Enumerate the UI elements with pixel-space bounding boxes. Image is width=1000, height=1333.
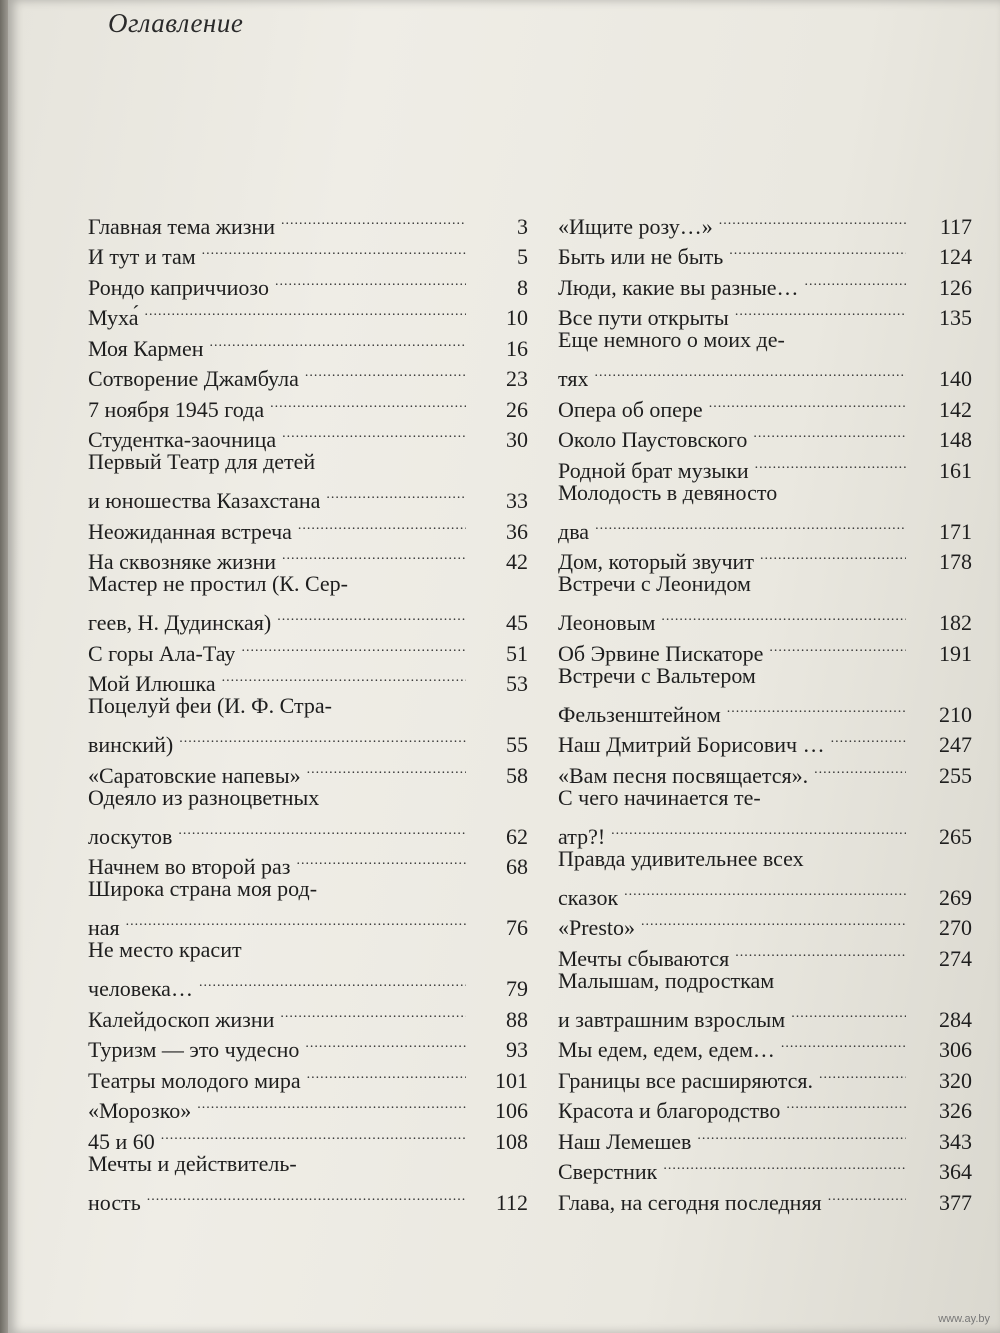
toc-entry-title: На сквозняке жизни	[88, 549, 277, 574]
toc-page-number: 135	[939, 305, 972, 330]
dot-leader	[241, 630, 466, 661]
toc-entry	[88, 600, 528, 635]
dot-leader	[298, 508, 466, 539]
toc-entry	[88, 1149, 528, 1180]
toc-page-number: 8	[517, 274, 528, 300]
dot-leader	[594, 356, 906, 387]
dot-leader	[326, 478, 466, 509]
toc-entry	[558, 966, 972, 997]
toc-entry-title: «Ищите розу…»	[558, 213, 713, 239]
toc-page-number: 140	[939, 366, 972, 391]
dot-leader	[760, 539, 906, 570]
toc-entry-title: Красота и благородство	[558, 1098, 781, 1123]
dot-leader	[729, 234, 906, 265]
toc-page-number: 33	[506, 488, 528, 513]
toc-entry-title: Встречи с Леонидом	[558, 571, 751, 596]
dot-leader	[595, 508, 906, 539]
dot-leader	[307, 752, 466, 783]
dot-leader	[786, 1088, 906, 1119]
toc-entry-title: Муха́	[88, 305, 139, 330]
toc-page-number: 112	[495, 1189, 528, 1215]
toc-entry-title: Калейдоскоп жизни	[88, 1006, 275, 1032]
toc-entry	[558, 600, 972, 635]
dot-leader	[697, 1118, 906, 1149]
dot-leader	[197, 1088, 466, 1119]
toc-entry-title: Дом, который звучит	[558, 549, 754, 574]
toc-page-number: 124	[939, 244, 972, 269]
dot-leader	[210, 325, 467, 356]
toc-entry-title: Малышам, подросткам	[558, 967, 775, 993]
dot-leader	[305, 1027, 466, 1058]
toc-entry-title: Мечты сбываются	[558, 945, 730, 971]
toc-page-number: 270	[939, 915, 972, 940]
toc-entry-title: Не место красит	[88, 937, 242, 962]
dot-leader	[663, 1149, 906, 1180]
dot-leader	[611, 813, 906, 844]
dot-leader	[282, 417, 466, 448]
dot-leader	[624, 874, 906, 905]
toc-entry-title: Около Паустовского	[558, 427, 748, 452]
toc-page-number: 320	[939, 1067, 972, 1093]
toc-entry	[88, 295, 528, 330]
toc-page-number: 26	[506, 396, 528, 422]
toc-entry-title: Фельзенштейном	[558, 701, 721, 727]
toc-entry-title: Еще немного о моих де-	[558, 327, 785, 352]
toc-entry-title: 45 и 60	[88, 1128, 155, 1154]
toc-entry-title: С чего начинается те-	[558, 784, 761, 810]
toc-entry-title: два	[558, 518, 590, 544]
toc-entry-title: Родной брат музыки	[558, 457, 749, 483]
toc-entry	[558, 478, 972, 509]
dot-leader	[275, 264, 466, 295]
dot-leader	[781, 1027, 906, 1058]
watermark: www.ay.by	[938, 1313, 990, 1325]
dot-leader	[282, 539, 466, 570]
dot-leader	[307, 1057, 466, 1088]
toc-page-number: 55	[506, 732, 528, 757]
dot-leader	[805, 264, 907, 295]
toc-page-number: 343	[939, 1128, 972, 1154]
toc-page-number: 68	[506, 854, 528, 879]
toc-entry-title: Неожиданная встреча	[88, 518, 292, 544]
toc-page-number: 210	[939, 701, 972, 727]
toc-entry-title: Туризм — это чудесно	[88, 1037, 300, 1062]
toc-page-number: 16	[506, 335, 528, 361]
toc-entry-title: Быть или не быть	[558, 244, 724, 269]
toc-entry-title: «Саратовские напевы»	[88, 762, 301, 788]
dot-leader	[819, 1057, 906, 1088]
toc-page-number: 178	[939, 549, 972, 574]
dot-leader	[199, 966, 466, 997]
toc-entry	[558, 203, 972, 239]
toc-entry-title: Рондо каприччиозо	[88, 274, 269, 300]
toc-entry	[558, 386, 972, 422]
toc-entry-title: Мастер не простил (К. Сер-	[88, 571, 348, 596]
toc-page-number: 101	[495, 1067, 528, 1093]
toc-entry	[558, 539, 972, 574]
toc-entry-title: Мы едем, едем, едем…	[558, 1037, 775, 1062]
toc-entry-title: Широка страна моя род-	[88, 876, 318, 901]
dot-leader	[709, 386, 906, 417]
toc-entry-title: ная	[88, 915, 120, 940]
toc-entry-title: ность	[88, 1189, 141, 1215]
toc-entry-title: Глава, на сегодня последняя	[558, 1189, 822, 1215]
toc-page-number: 182	[939, 610, 972, 635]
toc-entry-title: «Морозко»	[88, 1098, 192, 1123]
toc-entry-title: Мечты и действитель-	[88, 1150, 297, 1176]
toc-entry-title: и юношества Казахстана	[88, 488, 321, 513]
toc-entry	[558, 844, 972, 875]
toc-page-number: 30	[506, 427, 528, 452]
toc-page-number: 377	[939, 1189, 972, 1215]
toc-entry	[558, 905, 972, 940]
toc-page-number: 88	[506, 1006, 528, 1032]
dot-leader	[179, 722, 466, 753]
toc-entry	[558, 996, 972, 1032]
toc-entry-title: тях	[558, 366, 589, 391]
toc-entry	[558, 569, 972, 600]
toc-entry	[88, 569, 528, 600]
toc-entry-title: Леоновым	[558, 610, 656, 635]
toc-page-number: 108	[495, 1128, 528, 1154]
dot-leader	[202, 234, 466, 265]
toc-page-number: 148	[939, 427, 972, 452]
toc-entry-title: Границы все расширяются.	[558, 1067, 814, 1093]
dot-leader	[281, 203, 466, 234]
toc-page-number: 58	[506, 762, 528, 788]
dot-leader	[280, 996, 466, 1027]
toc-entry-title: Поцелуй феи (И. Ф. Стра-	[88, 693, 332, 718]
toc-column-right	[558, 203, 972, 1215]
toc-entry	[88, 874, 528, 905]
toc-page-number: 247	[939, 732, 972, 757]
dot-leader	[161, 1118, 466, 1149]
toc-page-number: 255	[939, 762, 972, 788]
toc-entry-title: Первый Театр для детей	[88, 449, 316, 474]
toc-entry	[558, 691, 972, 727]
toc-page-number: 274	[939, 945, 972, 971]
toc-entry-title: Сверстник	[558, 1159, 658, 1184]
dot-leader	[147, 1179, 466, 1210]
toc-page-number: 36	[506, 518, 528, 544]
toc-entry-title: сказок	[558, 884, 619, 910]
toc-entry-title: Начнем во второй раз	[88, 854, 291, 879]
dot-leader	[661, 600, 906, 631]
toc-entry-title: Мой Илюшка	[88, 671, 216, 696]
toc-entry	[88, 447, 528, 478]
toc-page-number: 191	[939, 640, 972, 666]
toc-page-number: 117	[939, 213, 972, 239]
toc-entry-title: 7 ноября 1945 года	[88, 396, 265, 422]
dot-leader	[753, 417, 906, 448]
dot-leader	[305, 356, 466, 387]
dot-leader	[814, 752, 906, 783]
toc-entry-title: и завтрашним взрослым	[558, 1006, 786, 1032]
dot-leader	[178, 813, 466, 844]
toc-entry-title: И тут и там	[88, 244, 196, 269]
toc-entry-title: геев, Н. Дудинская)	[88, 610, 272, 635]
toc-page-number: 76	[506, 915, 528, 940]
toc-entry	[558, 508, 972, 544]
toc-page-number: 51	[506, 640, 528, 666]
toc-entry-title: лоскутов	[88, 823, 173, 849]
dot-leader	[145, 295, 467, 326]
toc-entry-title: Театры молодого мира	[88, 1067, 301, 1093]
toc-page-number: 10	[506, 305, 528, 330]
toc-entry-title: Об Эрвине Пискаторе	[558, 640, 764, 666]
toc-entry	[88, 478, 528, 513]
toc-entry-title: Опера об опере	[558, 396, 703, 422]
toc-entry	[88, 966, 528, 1001]
toc-page-number: 23	[506, 366, 528, 391]
toc-entry-title: Наш Дмитрий Борисович …	[558, 732, 825, 757]
toc-entry-title: Наш Лемешев	[558, 1128, 692, 1154]
dot-leader	[755, 447, 906, 478]
toc-entry-title: Главная тема жизни	[88, 213, 275, 239]
toc-column-left	[88, 203, 528, 1215]
toc-page-number: 126	[939, 274, 972, 300]
toc-entry	[558, 874, 972, 910]
toc-entry-title: Моя Кармен	[88, 335, 204, 361]
toc-page-number: 364	[939, 1159, 972, 1184]
toc-page-number: 3	[517, 213, 528, 239]
dot-leader	[831, 722, 906, 753]
toc-entry-title: Люди, какие вы разные…	[558, 274, 799, 300]
toc-page-number: 142	[939, 396, 972, 422]
dot-leader	[791, 996, 906, 1027]
toc-page-number: 106	[495, 1098, 528, 1123]
toc-page-number: 53	[506, 671, 528, 696]
dot-leader	[126, 905, 466, 936]
toc-entry	[88, 783, 528, 814]
toc-entry	[558, 661, 972, 692]
toc-entry	[88, 325, 528, 361]
toc-entry	[88, 691, 528, 722]
toc-entry-title: Все пути открыты	[558, 305, 729, 330]
dot-leader	[222, 661, 466, 692]
dot-leader	[828, 1179, 906, 1210]
toc-entry	[558, 813, 972, 849]
toc-entry	[88, 203, 528, 239]
dot-leader	[735, 935, 906, 966]
toc-entry	[88, 905, 528, 940]
toc-page-number: 5	[517, 244, 528, 269]
toc-entry	[88, 935, 528, 966]
toc-entry-title: Сотворение Джамбула	[88, 366, 299, 391]
toc-page-number: 79	[506, 976, 528, 1001]
toc-page-number: 326	[939, 1098, 972, 1123]
toc-page-number: 42	[506, 549, 528, 574]
toc-page-number: 62	[506, 823, 528, 849]
toc-entry-title: Одеяло из разноцветных	[88, 784, 320, 810]
dot-leader	[641, 905, 906, 936]
toc-entry-title: винский)	[88, 732, 174, 757]
toc-entry	[558, 325, 972, 356]
toc-entry-title: Молодость в девяносто	[558, 479, 778, 505]
toc-entry	[88, 722, 528, 757]
dot-leader	[277, 600, 466, 631]
toc-page-number: 284	[939, 1006, 972, 1032]
toc-entry-title: Правда удивительнее всех	[558, 845, 804, 871]
toc-page-number: 171	[939, 518, 972, 544]
toc-entry-title: человека…	[88, 976, 193, 1001]
toc-page-number: 93	[506, 1037, 528, 1062]
toc-entry-title: «Presto»	[558, 915, 635, 940]
toc-page-number: 306	[939, 1037, 972, 1062]
toc-entry-title: Студентка-заочница	[88, 427, 277, 452]
toc-page-number: 269	[939, 884, 972, 910]
dot-leader	[270, 386, 466, 417]
toc-entry	[558, 356, 972, 391]
dot-leader	[727, 691, 906, 722]
toc-page-number: 161	[939, 457, 972, 483]
dot-leader	[296, 844, 466, 875]
toc-entry	[88, 1179, 528, 1215]
dot-leader	[769, 630, 906, 661]
toc-entry-title: «Вам песня посвящается».	[558, 762, 809, 788]
toc-entry-title: атр?!	[558, 823, 606, 849]
toc-entry-title: С горы Ала-Тау	[88, 640, 236, 666]
dot-leader	[719, 203, 906, 234]
toc-entry	[88, 813, 528, 849]
dot-leader	[735, 295, 906, 326]
page-title: Оглавление	[108, 8, 244, 38]
toc-page-number: 45	[506, 610, 528, 635]
toc-entry-title: Встречи с Вальтером	[558, 662, 756, 688]
toc-page-number: 265	[939, 823, 972, 849]
